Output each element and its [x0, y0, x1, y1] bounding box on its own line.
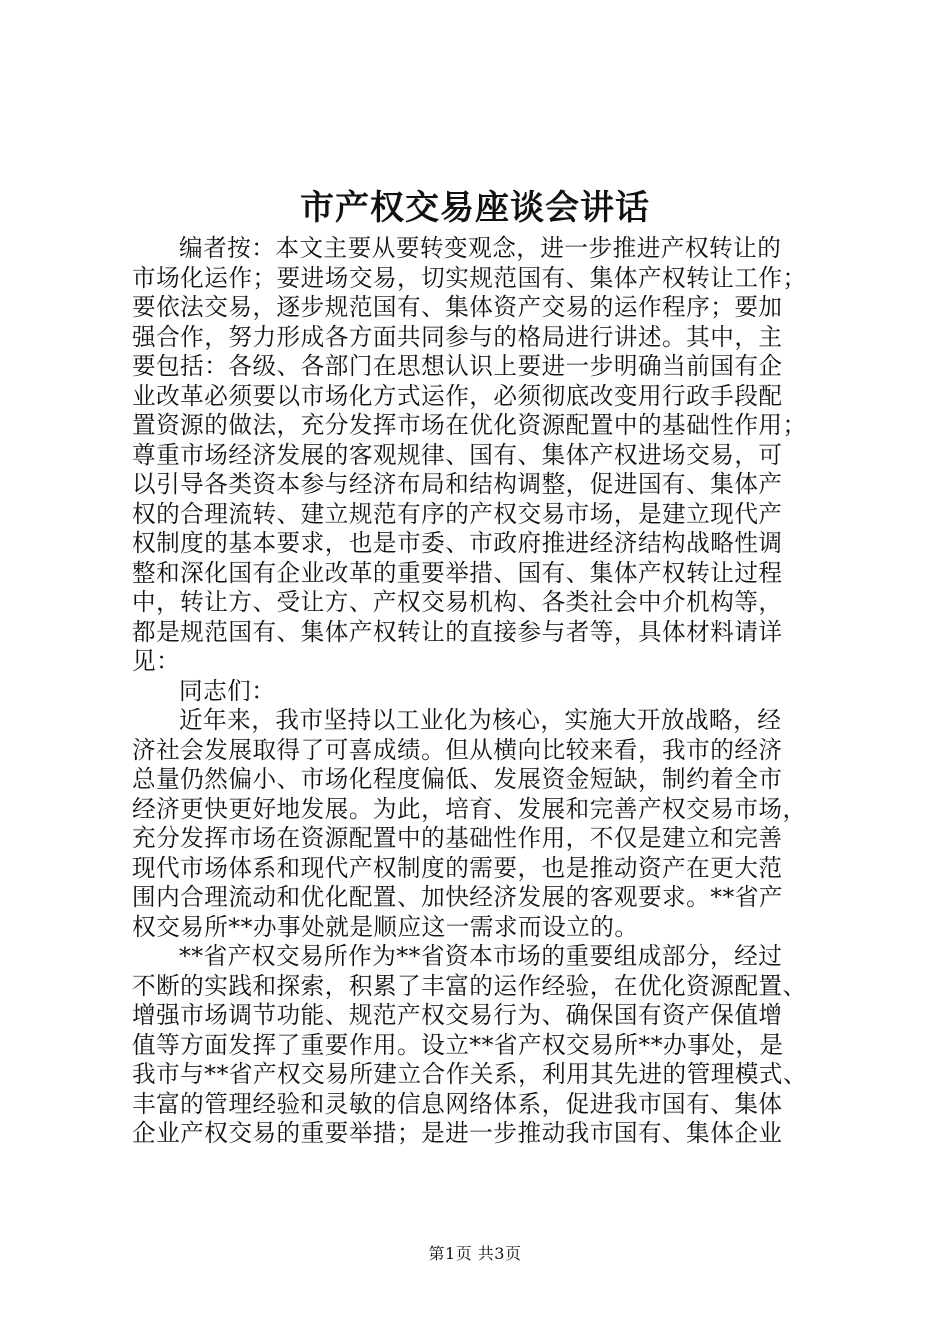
text-line: 见：	[132, 647, 181, 675]
text-line: 我市与**省产权交易所建立合作关系，利用其先进的管理模式、	[132, 1060, 808, 1088]
text-line: 现代市场体系和现代产权制度的需要，也是推动资产在更大范	[132, 853, 783, 882]
text-line: 要包括：各级、各部门在思想认识上要进一步明确当前国有企	[132, 352, 783, 380]
text-line: 权交易所**办事处就是顺应这一需求而设立的。	[132, 912, 639, 941]
salutation: 同志们：	[179, 676, 276, 705]
text-line: 要依法交易，逐步规范国有、集体资产交易的运作程序；要加	[132, 293, 783, 321]
text-line: 以引导各类资本参与经济布局和结构调整，促进国有、集体产	[132, 470, 783, 498]
text-line: **省产权交易所作为**省资本市场的重要组成部分，经过	[179, 942, 783, 970]
text-line: 充分发挥市场在资源配置中的基础性作用，不仅是建立和完善	[132, 824, 783, 852]
text-line: 权的合理流转、建立规范有序的产权交易市场，是建立现代产	[132, 499, 783, 528]
document-body	[132, 234, 832, 1149]
text-line: 都是规范国有、集体产权转让的直接参与者等，具体材料请详	[132, 617, 783, 646]
text-line: 编者按：本文主要从要转变观念，进一步推进产权转让的	[179, 234, 782, 262]
document-title: 市产权交易座谈会讲话	[300, 188, 650, 228]
text-line: 济社会发展取得了可喜成绩。但从横向比较来看，我市的经济	[132, 735, 783, 764]
text-line: 置资源的做法，充分发挥市场在优化资源配置中的基础性作用；	[132, 411, 807, 439]
text-line: 权制度的基本要求，也是市委、市政府推进经济结构战略性调	[132, 529, 783, 557]
text-line: 近年来，我市坚持以工业化为核心，实施大开放战略，经	[179, 706, 782, 734]
text-line: 企业产权交易的重要举措；是进一步推动我市国有、集体企业	[132, 1119, 783, 1147]
page-number-footer: 第1页 共3页	[428, 1244, 522, 1263]
text-line: 业改革必须要以市场化方式运作，必须彻底改变用行政手段配	[132, 381, 783, 410]
text-line: 尊重市场经济发展的客观规律、国有、集体产权进场交易，可	[132, 440, 783, 469]
text-line: 增强市场调节功能、规范产权交易行为、确保国有资产保值增	[132, 1001, 783, 1029]
text-line: 不断的实践和探索，积累了丰富的运作经验，在优化资源配置、	[132, 971, 807, 1000]
text-line: 市场化运作；要进场交易，切实规范国有、集体产权转让工作；	[132, 263, 807, 292]
text-line: 围内合理流动和优化配置、加快经济发展的客观要求。**省产	[132, 883, 784, 911]
text-line: 强合作，努力形成各方面共同参与的格局进行讲述。其中，主	[132, 322, 783, 351]
text-line: 丰富的管理经验和灵敏的信息网络体系，促进我市国有、集体	[132, 1089, 783, 1118]
text-line: 整和深化国有企业改革的重要举措、国有、集体产权转让过程	[132, 558, 783, 587]
text-line: 经济更快更好地发展。为此，培育、发展和完善产权交易市场，	[132, 794, 807, 823]
text-line: 总量仍然偏小、市场化程度偏低、发展资金短缺，制约着全市	[132, 765, 783, 793]
text-line: 中，转让方、受让方、产权交易机构、各类社会中介机构等，	[132, 588, 783, 616]
text-line: 值等方面发挥了重要作用。设立**省产权交易所**办事处，是	[132, 1030, 784, 1059]
